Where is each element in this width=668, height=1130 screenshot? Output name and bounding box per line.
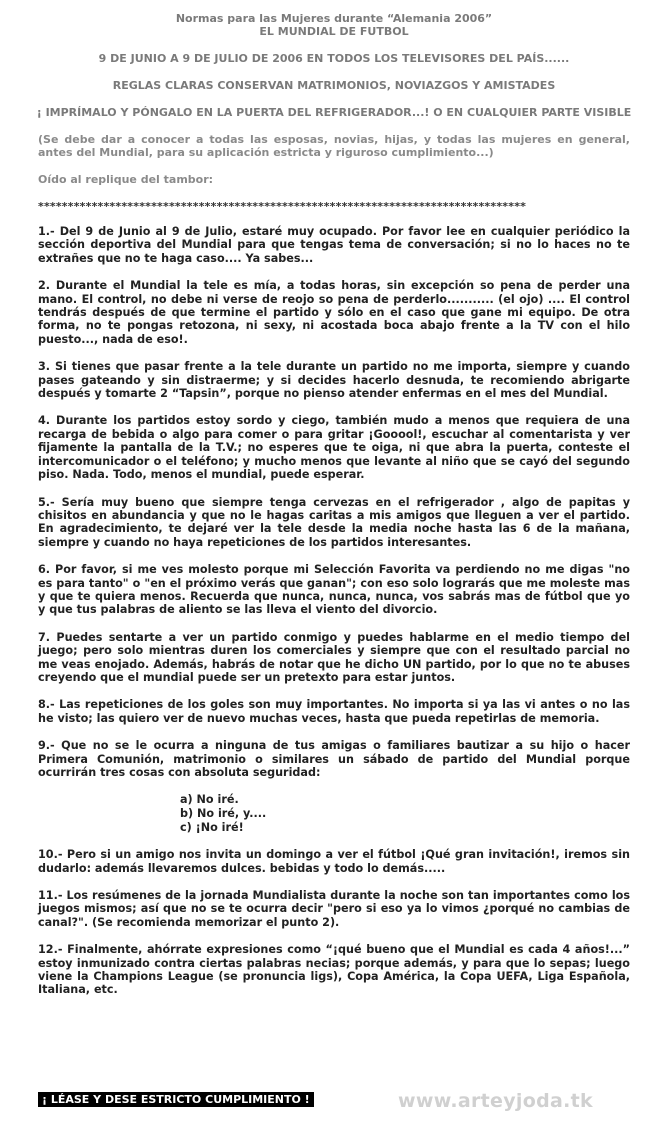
rule-6: 6. Por favor, si me ves molesto porque mi Selección Favorita va perdiendo no me digas "no es para tanto" o "en el próximo verás que ganan"; con eso solo lograrás que me moleste mas y que te quiera menos. Recuerda que nunca, nunca, nunca, vos sabrás mas de fútbol que yo y que tus palabras de aliento se las lleva el viento del divorcio.	[38, 563, 630, 617]
document-header	[0, 0, 668, 119]
rule-12: 12.- Finalmente, ahórrate expresiones como “¡qué bueno que el Mundial es cada 4 años!...” estoy inmunizado contra ciertas palabras necias; porque además, y para que lo sepas; luego viene la Champions League (se pronuncia ligs), Copa América, la Copa UEFA, Liga Española, Italiana, etc.	[38, 943, 630, 997]
rule-1: 1.- Del 9 de Junio al 9 de Julio, estaré muy ocupado. Por favor lee en cualquier periódico la sección deportiva del Mundial para que tengas tema de conversación; si no lo haces no te extrañes que no te haga caso.... Ya sabes...	[38, 225, 630, 265]
drumroll-line: Oído al replique del tambor:	[38, 173, 214, 186]
sublist-item: b) No iré, y....	[180, 807, 267, 820]
rule-7: 7. Puedes sentarte a ver un partido conmigo y puedes hablarme en el medio tiempo del juego; pero solo mientras duren los comerciales y siempre que con el resultado parcial no me veas enojado. Además, habrás de notar que he dicho UN partido, por lo que no te abuses creyendo que el mundial puede ser un pretexto para estar juntos.	[38, 630, 630, 684]
rule-8: 8.- Las repeticiones de los goles son muy importantes. No importa si ya las vi antes o no las he visto; las quiero ver de nuevo muchas veces, hasta que pueda repetirlas de memoria.	[38, 698, 630, 725]
rules-list	[38, 225, 630, 997]
rule-11: 11.- Los resúmenes de la jornada Mundialista durante la noche son tan importantes como los juegos mismos; así que no se te ocurra decir "pero si eso ya lo vimos ¿porqué no cambias de canal?". (Se recomienda memorizar el punto 2).	[38, 889, 630, 929]
document-title: Normas para las Mujeres durante “Alemania 2006”	[175, 12, 493, 25]
rules-tagline: REGLAS CLARAS CONSERVAN MATRIMONIOS, NOVIAZGOS Y AMISTADES	[112, 79, 556, 92]
rule-9: 9.- Que no se le ocurra a ninguna de tus amigas o familiares bautizar a su hijo o hacer Primera Comunión, matrimonio o similares un sábado de partido del Mundial porque ocurrirán tres cosas con absoluta seguridad:	[38, 739, 630, 779]
rule-3: 3. Si tienes que pasar frente a la tele durante un partido no me importa, siempre y cuando pases gateando y sin distraerme; y si decides hacerlo desnuda, te recomiendo abrigarte después y tomarte 2 “Tapsin”, porque no pienso atender enfermas en el mes del Mundial.	[38, 360, 630, 401]
asterisk-divider: **********************************************************************************	[38, 200, 527, 213]
site-watermark: www.arteyjoda.tk	[398, 1090, 593, 1112]
rule-9-sublist	[180, 793, 630, 834]
compliance-banner: ¡ LÉASE Y DESE ESTRICTO CUMPLIMIENTO !	[38, 1092, 314, 1107]
sublist-item: c) ¡No iré!	[180, 820, 244, 834]
sublist-item: a) No iré.	[180, 793, 239, 807]
date-range-line: 9 DE JUNIO A 9 DE JULIO DE 2006 EN TODOS LOS TELEVISORES DEL PAÍS......	[98, 52, 570, 65]
rule-2: 2. Durante el Mundial la tele es mía, a todas horas, sin excepción so pena de perder una mano. El control, no debe ni verse de reojo so pena de perderlo........... (el ojo) .... El control tendrás después de que termine el partido y sólo en el caso que gane mi equipo. De otra forma, no te pongas retozona, ni sexy, ni acostada boca abajo frente a la TV con el hilo puesto..., nada de eso!.	[38, 279, 630, 346]
document-subtitle: EL MUNDIAL DE FUTBOL	[259, 25, 409, 38]
rule-5: 5.- Sería muy bueno que siempre tenga cervezas en el refrigerador , algo de papitas y chisitos en abundancia y que no le hagas caritas a mis amigos que lleguen a ver el partido. En agradecimiento, te dejaré ver la tele desde la media noche hasta las 6 de la mañana, siempre y cuando no haya repeticiones de los partidos interesantes.	[38, 495, 630, 549]
rule-4: 4. Durante los partidos estoy sordo y ciego, también mudo a menos que requiera de una recarga de bebida o algo para comer o para gritar ¡Gooool!, escuchar al comentarista y ver fijamente la pantalla de la T.V.; no esperes que te oiga, ni que abra la puerta, conteste el intercomunicador o el teléfono; y mucho menos que levante al niño que se cayó del segundo piso. Nada. Todo, menos el mundial, puede esperar.	[38, 414, 630, 482]
print-instruction: ¡ IMPRÍMALO Y PÓNGALO EN LA PUERTA DEL REFRIGERADOR...! O EN CUALQUIER PARTE VISIBLE	[36, 106, 632, 119]
intro-paragraph: (Se debe dar a conocer a todas las esposas, novias, hijas, y todas las mujeres en general, antes del Mundial, para su aplicación estricta y riguroso cumplimiento...)	[38, 133, 630, 159]
rule-10: 10.- Pero si un amigo nos invita un domingo a ver el fútbol ¡Qué gran invitación!, iremos sin dudarlo: además llevaremos dulces. bebidas y todo lo demás.....	[38, 848, 630, 875]
